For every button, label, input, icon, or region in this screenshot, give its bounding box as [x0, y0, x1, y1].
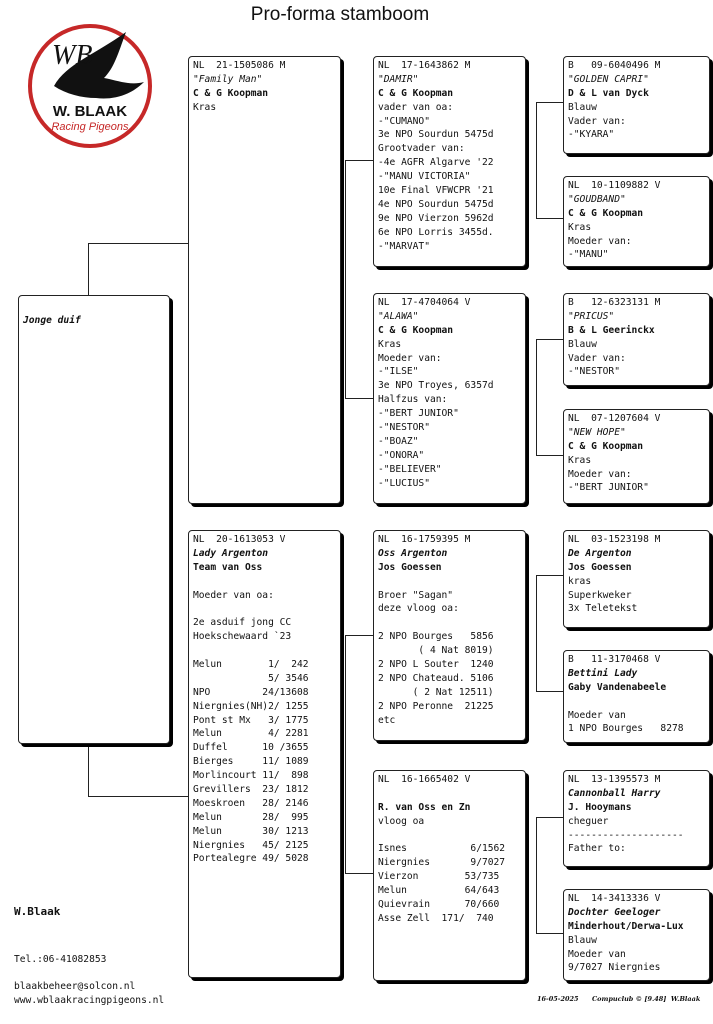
info-line: Bierges 11/ 1089	[193, 756, 309, 768]
info-line: Niergnies 45/ 2125	[193, 839, 309, 851]
info-line: Melun 1/ 242	[193, 659, 309, 671]
phone: Tel.:06-41082853	[14, 954, 107, 965]
breeder: Team van Oss	[193, 561, 263, 573]
info-line: Kras	[568, 221, 592, 233]
pigeon-name: Lady Argenton	[193, 547, 269, 559]
info-line	[193, 575, 336, 589]
info-line: kras	[568, 575, 592, 587]
grandfather-paternal-box	[373, 56, 526, 267]
info-line: Niergnies(NH)2/ 1255	[193, 700, 309, 712]
info-line: etc	[378, 714, 396, 726]
info-line: 2e asduif jong CC	[193, 617, 292, 629]
info-line: -"MARVAT"	[378, 240, 430, 252]
info-line: Vader van:	[568, 352, 626, 364]
info-line: 10e Final VFWCPR '21	[378, 185, 494, 197]
info-line: Moeder van oa:	[193, 589, 274, 601]
info-line	[568, 695, 705, 709]
info-line: Melun 64/643	[378, 885, 500, 897]
owner-name: W.Blaak	[14, 905, 61, 918]
info-line: vloog oa	[378, 815, 425, 827]
pigeon-name: Oss Argenton	[378, 547, 448, 559]
info-line: Duffel 10 /3655	[193, 742, 309, 754]
info-line	[193, 644, 336, 658]
info-line: 2 NPO Peronne 21225	[378, 700, 494, 712]
info-line: 3e NPO Sourdun 5475d	[378, 129, 494, 141]
ring-number: B 11-3170468 V	[568, 654, 661, 665]
info-line: Moeskroen 28/ 2146	[193, 797, 309, 809]
info-line: deze vloog oa:	[378, 603, 459, 615]
info-line: Portealegre 49/ 5028	[193, 853, 309, 865]
info-line: Father to:	[568, 843, 626, 855]
ring-number: NL 20-1613053 V	[193, 534, 286, 545]
info-line: ( 4 Nat 8019)	[378, 645, 494, 657]
info-line	[193, 602, 336, 616]
father-box	[188, 56, 341, 504]
info-line: 3x Teletekst	[568, 603, 638, 615]
ring-number: NL 21-1505086 M	[193, 60, 286, 71]
pigeon-name	[378, 787, 521, 801]
info-line: Kras	[193, 101, 217, 113]
logo-tagline: Racing Pigeons	[51, 121, 129, 133]
great-grandparent-box	[563, 650, 710, 743]
info-line	[378, 616, 521, 630]
breeder: Minderhout/Derwa-Lux	[568, 920, 684, 932]
info-line: 2 NPO L Souter 1240	[378, 659, 494, 671]
info-line: vader van oa:	[378, 101, 454, 113]
ring-number: B 12-6323131 M	[568, 297, 661, 308]
pigeon-name: Bettini Lady	[568, 667, 638, 679]
info-line: Kras	[378, 338, 402, 350]
info-line: Melun 4/ 2281	[193, 728, 309, 740]
print-date: 16-05-2025	[537, 995, 579, 1003]
info-line: Superkweker	[568, 589, 632, 601]
info-line: Vierzon 53/735	[378, 871, 500, 883]
pigeon-name: Dochter Geeloger	[568, 906, 661, 918]
pigeon-name: De Argenton	[568, 547, 632, 559]
great-grandparent-box	[563, 530, 710, 628]
info-line: Hoekschewaard `23	[193, 631, 292, 643]
pigeon-name: "NEW HOPE"	[568, 426, 626, 438]
info-line: Morlincourt 11/ 898	[193, 770, 309, 782]
breeder: Gaby Vandenabeele	[568, 681, 667, 693]
info-line: -"NESTOR"	[568, 366, 620, 378]
breeder: C & G Koopman	[378, 324, 454, 336]
info-line: Blauw	[568, 338, 597, 350]
info-line: -"CUMANO"	[378, 115, 430, 127]
info-line: 5/ 3546	[193, 672, 309, 684]
info-line: 2 NPO Bourges 5856	[378, 631, 494, 643]
grandmother-paternal-box	[373, 293, 526, 504]
pigeon-name: "ALAWA"	[378, 310, 419, 322]
website-link[interactable]: www.wblaakracingpigeons.nl	[14, 995, 165, 1006]
breeder: C & G Koopman	[378, 87, 454, 99]
info-line: Grevillers 23/ 1812	[193, 784, 309, 796]
info-line: Isnes 6/1562	[378, 843, 506, 855]
great-grandparent-box	[563, 770, 710, 867]
ring-number: NL 16-1759395 M	[378, 534, 471, 545]
info-line	[378, 575, 521, 589]
breeder: J. Hooymans	[568, 801, 632, 813]
young-pigeon-box	[18, 295, 170, 744]
pigeon-name: "PRICUS"	[568, 310, 615, 322]
great-grandparent-box	[563, 409, 710, 504]
info-line: Blauw	[568, 934, 597, 946]
info-line: Asse Zell 171/ 740	[378, 912, 494, 924]
breeder: D & L van Dyck	[568, 87, 649, 99]
info-line: 3e NPO Troyes, 6357d	[378, 380, 494, 392]
info-line: Moeder van:	[378, 352, 442, 364]
young-pigeon-label: Jonge duif	[23, 315, 81, 326]
ring-number: NL 13-1395573 M	[568, 774, 661, 785]
info-line: -"BOAZ"	[378, 435, 419, 447]
breeder: C & G Koopman	[568, 440, 644, 452]
info-line: -"BERT JUNIOR"	[378, 408, 459, 420]
info-line: Pont st Mx 3/ 1775	[193, 714, 309, 726]
logo-name: W. BLAAK	[52, 103, 128, 120]
info-line: Broer "Sagan"	[378, 589, 454, 601]
great-grandparent-box	[563, 56, 710, 154]
ring-number: B 09-6040496 M	[568, 60, 661, 71]
info-line: Blauw	[568, 101, 597, 113]
info-line: Moeder van	[568, 948, 626, 960]
pigeon-name: "GOLDEN CAPRI"	[568, 73, 649, 85]
software-credit: Compuclub © [9.48] W.Blaak	[592, 995, 701, 1003]
great-grandparent-box	[563, 293, 710, 386]
info-line: ( 2 Nat 12511)	[378, 686, 494, 698]
info-line: Halfzus van:	[378, 394, 448, 406]
info-line: 1 NPO Bourges 8278	[568, 723, 684, 735]
info-line: Grootvader van:	[378, 143, 465, 155]
info-line: 4e NPO Sourdun 5475d	[378, 198, 494, 210]
email-link[interactable]: blaakbeheer@solcon.nl	[14, 981, 136, 992]
ring-number: NL 17-1643862 M	[378, 60, 471, 71]
info-line	[378, 829, 521, 843]
info-line: 9/7027 Niergnies	[568, 962, 661, 974]
info-line: Moeder van	[568, 709, 626, 721]
info-line: -"BERT JUNIOR"	[568, 482, 649, 494]
info-line: Moeder van:	[568, 235, 632, 247]
info-line: -"MANU VICTORIA"	[378, 171, 471, 183]
ring-number: NL 17-4704064 V	[378, 297, 471, 308]
info-line: 2 NPO Chateaud. 5106	[378, 672, 494, 684]
ring-number: NL 03-1523198 M	[568, 534, 661, 545]
info-line: -4e AGFR Algarve '22	[378, 157, 494, 169]
ring-number: NL 14-3413336 V	[568, 893, 661, 904]
ring-number: NL 16-1665402 V	[378, 774, 471, 785]
info-line: Quievrain 70/660	[378, 899, 500, 911]
great-grandparent-box	[563, 889, 710, 981]
pigeon-name: "GOUDBAND"	[568, 193, 626, 205]
info-line: -"NESTOR"	[378, 422, 430, 434]
logo	[26, 24, 154, 148]
mother-box	[188, 530, 341, 978]
info-line: Moeder van:	[568, 468, 632, 480]
info-line: NPO 24/13608	[193, 686, 309, 698]
breeder: C & G Koopman	[568, 207, 644, 219]
info-line: cheguer	[568, 815, 609, 827]
info-line: -"ONORA"	[378, 449, 425, 461]
info-line: Kras	[568, 454, 592, 466]
info-line: 9e NPO Vierzon 5962d	[378, 212, 494, 224]
pigeon-name: "Family Man"	[193, 73, 263, 85]
info-line: Melun 30/ 1213	[193, 825, 309, 837]
grandfather-maternal-box	[373, 530, 526, 741]
info-line: -"MANU"	[568, 249, 609, 261]
info-line: Melun 28/ 995	[193, 811, 309, 823]
grandmother-maternal-box	[373, 770, 526, 981]
breeder: Jos Goessen	[568, 561, 632, 573]
pigeon-name: "DAMIR"	[378, 73, 419, 85]
breeder: C & G Koopman	[193, 87, 269, 99]
logo-initials: WB	[52, 40, 93, 71]
breeder: R. van Oss en Zn	[378, 801, 471, 813]
breeder: Jos Goessen	[378, 561, 442, 573]
info-line: 6e NPO Lorris 3455d.	[378, 226, 494, 238]
breeder: B & L Geerinckx	[568, 324, 655, 336]
page-title: Pro-forma stamboom	[250, 4, 430, 25]
info-line: -"KYARA"	[568, 129, 615, 141]
ring-number: NL 07-1207604 V	[568, 413, 661, 424]
pigeon-name: Cannonball Harry	[568, 787, 661, 799]
great-grandparent-box	[563, 176, 710, 267]
info-line: -"LUCIUS"	[378, 477, 430, 489]
info-line: Niergnies 9/7027	[378, 857, 506, 869]
info-line: Vader van:	[568, 115, 626, 127]
info-line: --------------------	[568, 829, 684, 841]
info-line: -"ILSE"	[378, 366, 419, 378]
ring-number: NL 10-1109882 V	[568, 180, 661, 191]
info-line: -"BELIEVER"	[378, 463, 442, 475]
